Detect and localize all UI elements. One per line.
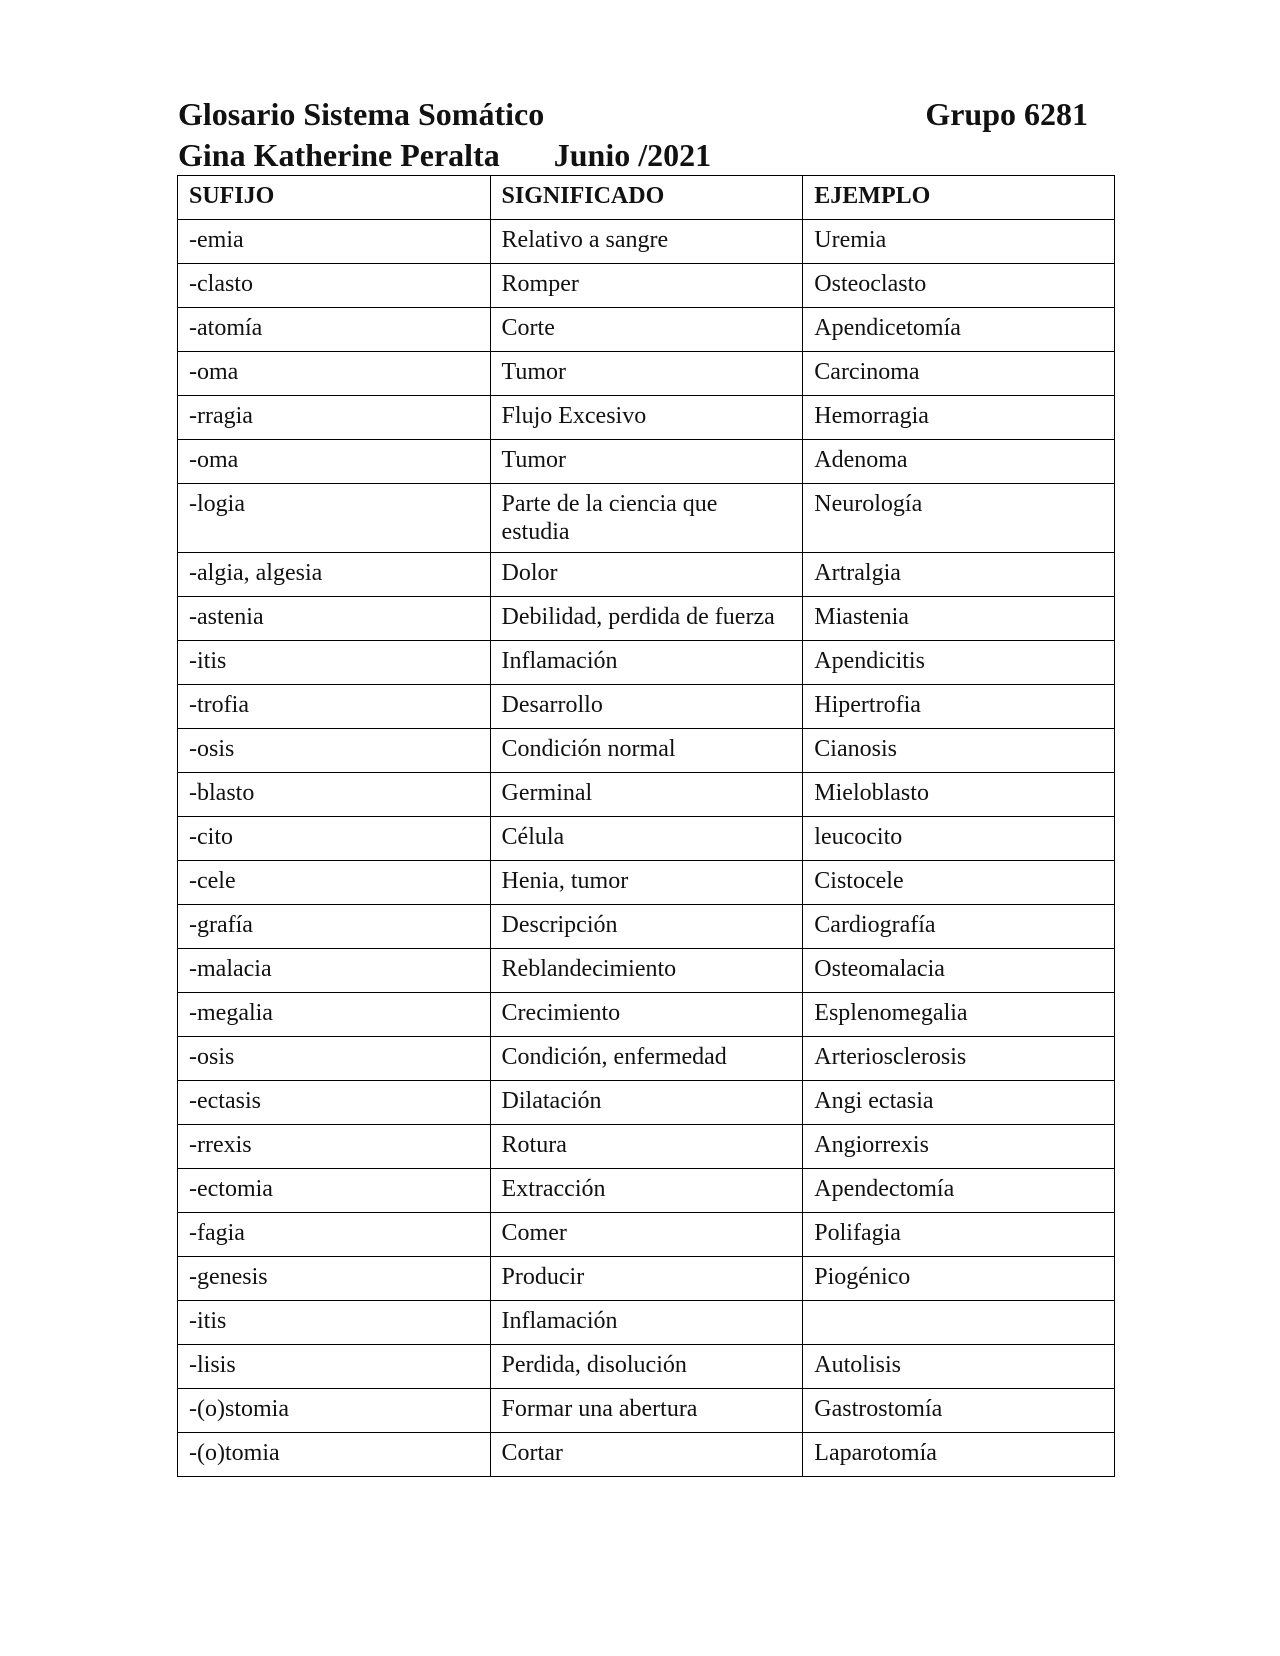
example-cell: Laparotomía [803,1433,1115,1477]
suffix-cell: -oma [178,352,491,396]
example-cell: Miastenia [803,597,1115,641]
table-row [178,1389,1115,1433]
table-row [178,1169,1115,1213]
table-row [178,993,1115,1037]
example-cell: Hipertrofia [803,685,1115,729]
meaning-cell: Romper [490,264,803,308]
table-row [178,773,1115,817]
example-cell: Hemorragia [803,396,1115,440]
meaning-cell: Dilatación [490,1081,803,1125]
table-body [178,220,1115,1477]
table-row [178,861,1115,905]
meaning-cell: Germinal [490,773,803,817]
meaning-cell: Formar una abertura [490,1389,803,1433]
table-row [178,264,1115,308]
example-cell: Neurología [803,484,1115,553]
table-row [178,949,1115,993]
table-row [178,905,1115,949]
meaning-cell: Debilidad, perdida de fuerza [490,597,803,641]
example-cell: Carcinoma [803,352,1115,396]
table-row [178,308,1115,352]
table-row [178,1345,1115,1389]
table-row [178,1081,1115,1125]
table-row [178,220,1115,264]
meaning-cell: Perdida, disolución [490,1345,803,1389]
suffix-cell: -ectasis [178,1081,491,1125]
header-line-2 [178,135,711,175]
example-cell: Adenoma [803,440,1115,484]
suffix-cell: -malacia [178,949,491,993]
meaning-cell: Rotura [490,1125,803,1169]
meaning-cell: Condición normal [490,729,803,773]
example-cell: Esplenomegalia [803,993,1115,1037]
example-cell: Apendicitis [803,641,1115,685]
suffix-cell: -genesis [178,1257,491,1301]
column-header-significado: SIGNIFICADO [490,176,803,220]
table-row [178,1433,1115,1477]
meaning-cell: Célula [490,817,803,861]
table-header-row [178,176,1115,220]
meaning-cell: Relativo a sangre [490,220,803,264]
suffix-cell: -(o)tomia [178,1433,491,1477]
suffix-cell: -megalia [178,993,491,1037]
table-row [178,484,1115,553]
meaning-cell: Comer [490,1213,803,1257]
suffix-cell: -grafía [178,905,491,949]
example-cell: Polifagia [803,1213,1115,1257]
meaning-cell: Parte de la ciencia que estudia [490,484,803,553]
suffix-cell: -clasto [178,264,491,308]
suffix-cell: -algia, algesia [178,553,491,597]
document-date: Junio /2021 [553,137,712,173]
example-cell: Gastrostomía [803,1389,1115,1433]
meaning-cell: Inflamación [490,1301,803,1345]
table-row [178,641,1115,685]
suffix-cell: -rragia [178,396,491,440]
example-cell: Piogénico [803,1257,1115,1301]
table-row [178,1037,1115,1081]
suffix-cell: -fagia [178,1213,491,1257]
meaning-cell: Descripción [490,905,803,949]
example-cell: Apendicetomía [803,308,1115,352]
group-label: Grupo 6281 [925,96,1088,132]
example-cell: Cistocele [803,861,1115,905]
meaning-cell: Desarrollo [490,685,803,729]
table-row [178,1301,1115,1345]
suffix-cell: -logia [178,484,491,553]
example-cell: Cardiografía [803,905,1115,949]
example-cell: Arteriosclerosis [803,1037,1115,1081]
example-cell: Angiorrexis [803,1125,1115,1169]
suffix-cell: -emia [178,220,491,264]
table-row [178,1125,1115,1169]
meaning-cell: Inflamación [490,641,803,685]
column-header-sufijo: SUFIJO [178,176,491,220]
meaning-cell: Dolor [490,553,803,597]
suffix-cell: -lisis [178,1345,491,1389]
table-row [178,396,1115,440]
suffix-cell: -oma [178,440,491,484]
table-row [178,817,1115,861]
suffix-cell: -osis [178,729,491,773]
suffix-cell: -astenia [178,597,491,641]
author-name: Gina Katherine Peralta [178,137,500,173]
table-row [178,685,1115,729]
table-row [178,597,1115,641]
meaning-cell: Condición, enfermedad [490,1037,803,1081]
example-cell: Cianosis [803,729,1115,773]
meaning-cell: Producir [490,1257,803,1301]
table-row [178,440,1115,484]
suffix-cell: -rrexis [178,1125,491,1169]
suffix-cell: -(o)stomia [178,1389,491,1433]
table-row [178,352,1115,396]
example-cell: Apendectomía [803,1169,1115,1213]
suffix-cell: -trofia [178,685,491,729]
suffix-cell: -itis [178,1301,491,1345]
example-cell: Mieloblasto [803,773,1115,817]
meaning-cell: Tumor [490,440,803,484]
column-header-ejemplo: EJEMPLO [803,176,1115,220]
suffix-cell: -cito [178,817,491,861]
suffix-cell: -blasto [178,773,491,817]
suffix-cell: -cele [178,861,491,905]
meaning-cell: Cortar [490,1433,803,1477]
meaning-cell: Reblandecimiento [490,949,803,993]
meaning-cell: Henia, tumor [490,861,803,905]
suffix-cell: -ectomia [178,1169,491,1213]
suffix-cell: -osis [178,1037,491,1081]
example-cell: Osteomalacia [803,949,1115,993]
meaning-cell: Tumor [490,352,803,396]
table-row [178,553,1115,597]
table-row [178,729,1115,773]
meaning-cell: Crecimiento [490,993,803,1037]
meaning-cell: Flujo Excesivo [490,396,803,440]
example-cell: Osteoclasto [803,264,1115,308]
example-cell [803,1301,1115,1345]
suffix-cell: -atomía [178,308,491,352]
table-row [178,1257,1115,1301]
document-title: Glosario Sistema Somático [178,96,545,132]
meaning-cell: Corte [490,308,803,352]
example-cell: Angi ectasia [803,1081,1115,1125]
table-row [178,1213,1115,1257]
example-cell: Autolisis [803,1345,1115,1389]
meaning-cell: Extracción [490,1169,803,1213]
glossary-table [177,175,1115,1477]
suffix-cell: -itis [178,641,491,685]
example-cell: Artralgia [803,553,1115,597]
example-cell: leucocito [803,817,1115,861]
example-cell: Uremia [803,220,1115,264]
